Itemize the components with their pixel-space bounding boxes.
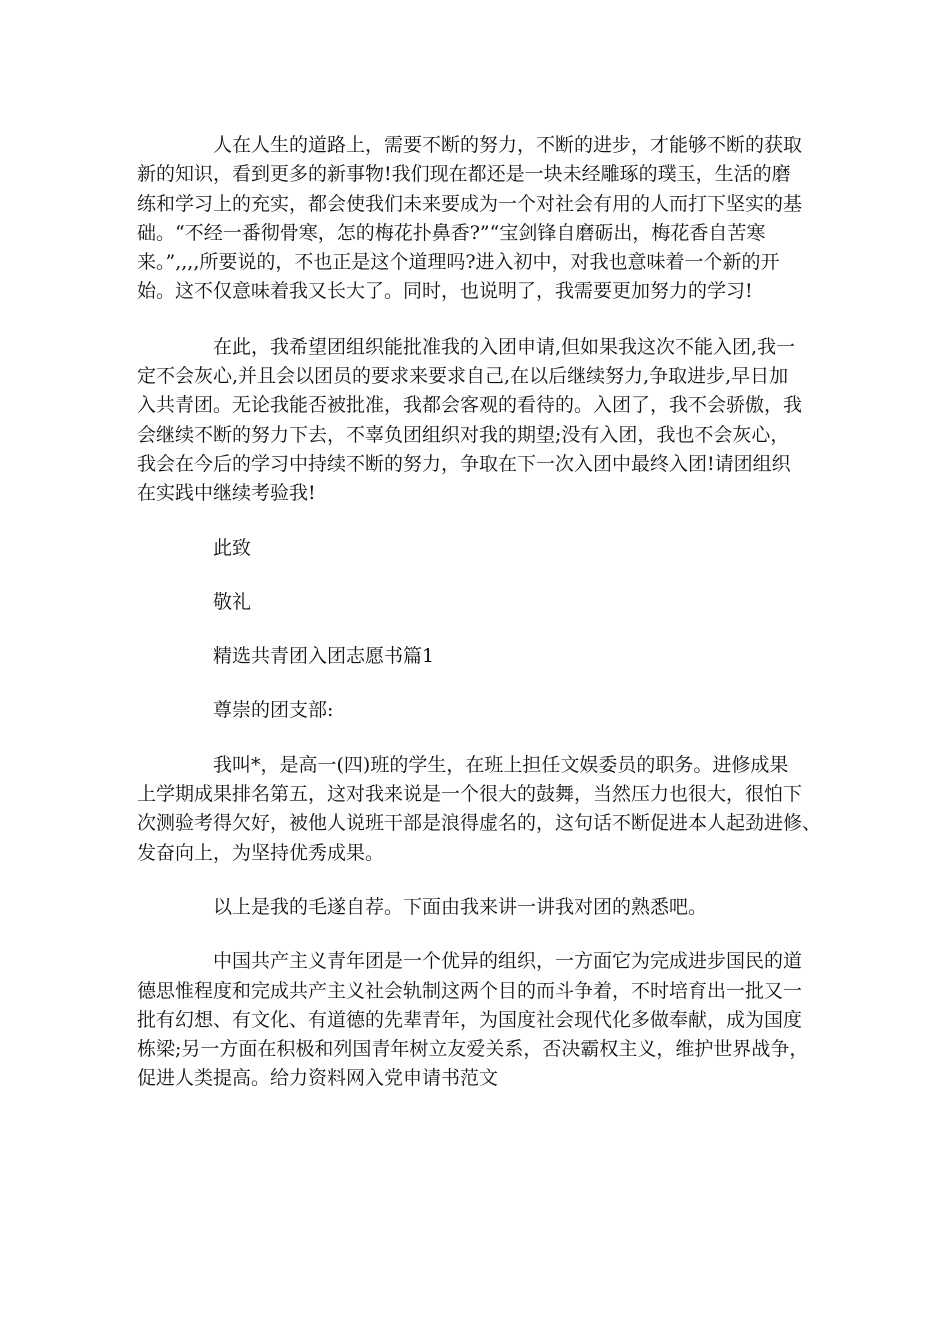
text-line: 德思惟程度和完成共产主义社会轨制这两个目的而斗争着，不时培育出一批又一: [137, 979, 803, 1002]
text-line: 精选共青团入团志愿书篇1: [213, 645, 435, 668]
text-line: 在此，我希望团组织能批准我的入团申请,但如果我这次不能入团,我一: [213, 335, 796, 358]
text-line: 以上是我的毛遂自荐。下面由我来讲一讲我对团的熟悉吧。: [213, 895, 708, 918]
text-line: 练和学习上的充实，都会使我们未来要成为一个对社会有用的人而打下坚实的基: [137, 192, 803, 215]
text-line: 入共青团。无论我能否被批准，我都会客观的看待的。入团了，我不会骄傲，我: [137, 394, 803, 417]
text-line: 始。这不仅意味着我又长大了。同时，也说明了，我需要更加努力的学习!: [137, 280, 753, 303]
document-body: [137, 131, 822, 1094]
text-line: 此致: [213, 536, 252, 559]
text-line: 尊崇的团支部:: [213, 699, 334, 722]
text-line: 次测验考得欠好，被他人说班干部是浪得虚名的，这句话不断促进本人起劲进修、: [137, 812, 822, 835]
closing-regards: [137, 588, 817, 617]
text-line: 批有幻想、有文化、有道德的先辈青年，为国度社会现代化多做奉献，成为国度: [137, 1008, 803, 1031]
paragraph-growth: [137, 131, 817, 307]
text-line: 中国共产主义青年团是一个优异的组织，一方面它为完成进步国民的道: [213, 950, 803, 973]
text-line: 人在人生的道路上，需要不断的努力，不断的进步，才能够不断的获取: [213, 134, 803, 156]
text-line: 发奋向上，为坚持优秀成果。: [137, 841, 385, 864]
text-line: 会继续不断的努力下去，不辜负团组织对我的期望;没有入团，我也不会灰心，: [137, 423, 790, 446]
text-line: 我会在今后的学习中持续不断的努力，争取在下一次入团中最终入团!请团组织: [137, 452, 791, 475]
paragraph-league-understanding: [137, 947, 817, 1093]
text-line: 敬礼: [213, 590, 252, 613]
paragraph-application-hope: [137, 333, 817, 509]
text-line: 新的知识，看到更多的新事物!我们现在都还是一块未经雕琢的璞玉，生活的磨: [137, 163, 791, 186]
text-line: 促进人类提高。给力资料网入党申请书范文: [137, 1067, 499, 1090]
closing-greeting: [137, 534, 817, 563]
text-line: 我叫*，是高一(四)班的学生，在班上担任文娱委员的职务。进修成果: [213, 753, 789, 776]
text-line: 在实践中继续考验我!: [137, 482, 316, 505]
text-line: 础。“不经一番彻骨寒，怎的梅花扑鼻香?”“宝剑锋自磨砺出，梅花香自苦寒: [137, 221, 766, 244]
salutation: [137, 696, 817, 725]
section-title: [137, 642, 817, 671]
text-line: 栋梁;另一方面在积极和列国青年树立友爱关系，否决霸权主义，维护世界战争，: [137, 1038, 809, 1061]
text-line: 定不会灰心,并且会以团员的要求来要求自己,在以后继续努力,争取进步,早日加: [137, 365, 789, 388]
text-line: 上学期成果排名第五，这对我来说是一个很大的鼓舞，当然压力也很大，很怕下: [137, 783, 803, 806]
text-line: 来。”,,,,所要说的，不也正是这个道理吗?进入初中，对我也意味着一个新的开: [137, 251, 780, 274]
paragraph-self-introduction: [137, 751, 822, 868]
paragraph-transition: [137, 893, 817, 922]
